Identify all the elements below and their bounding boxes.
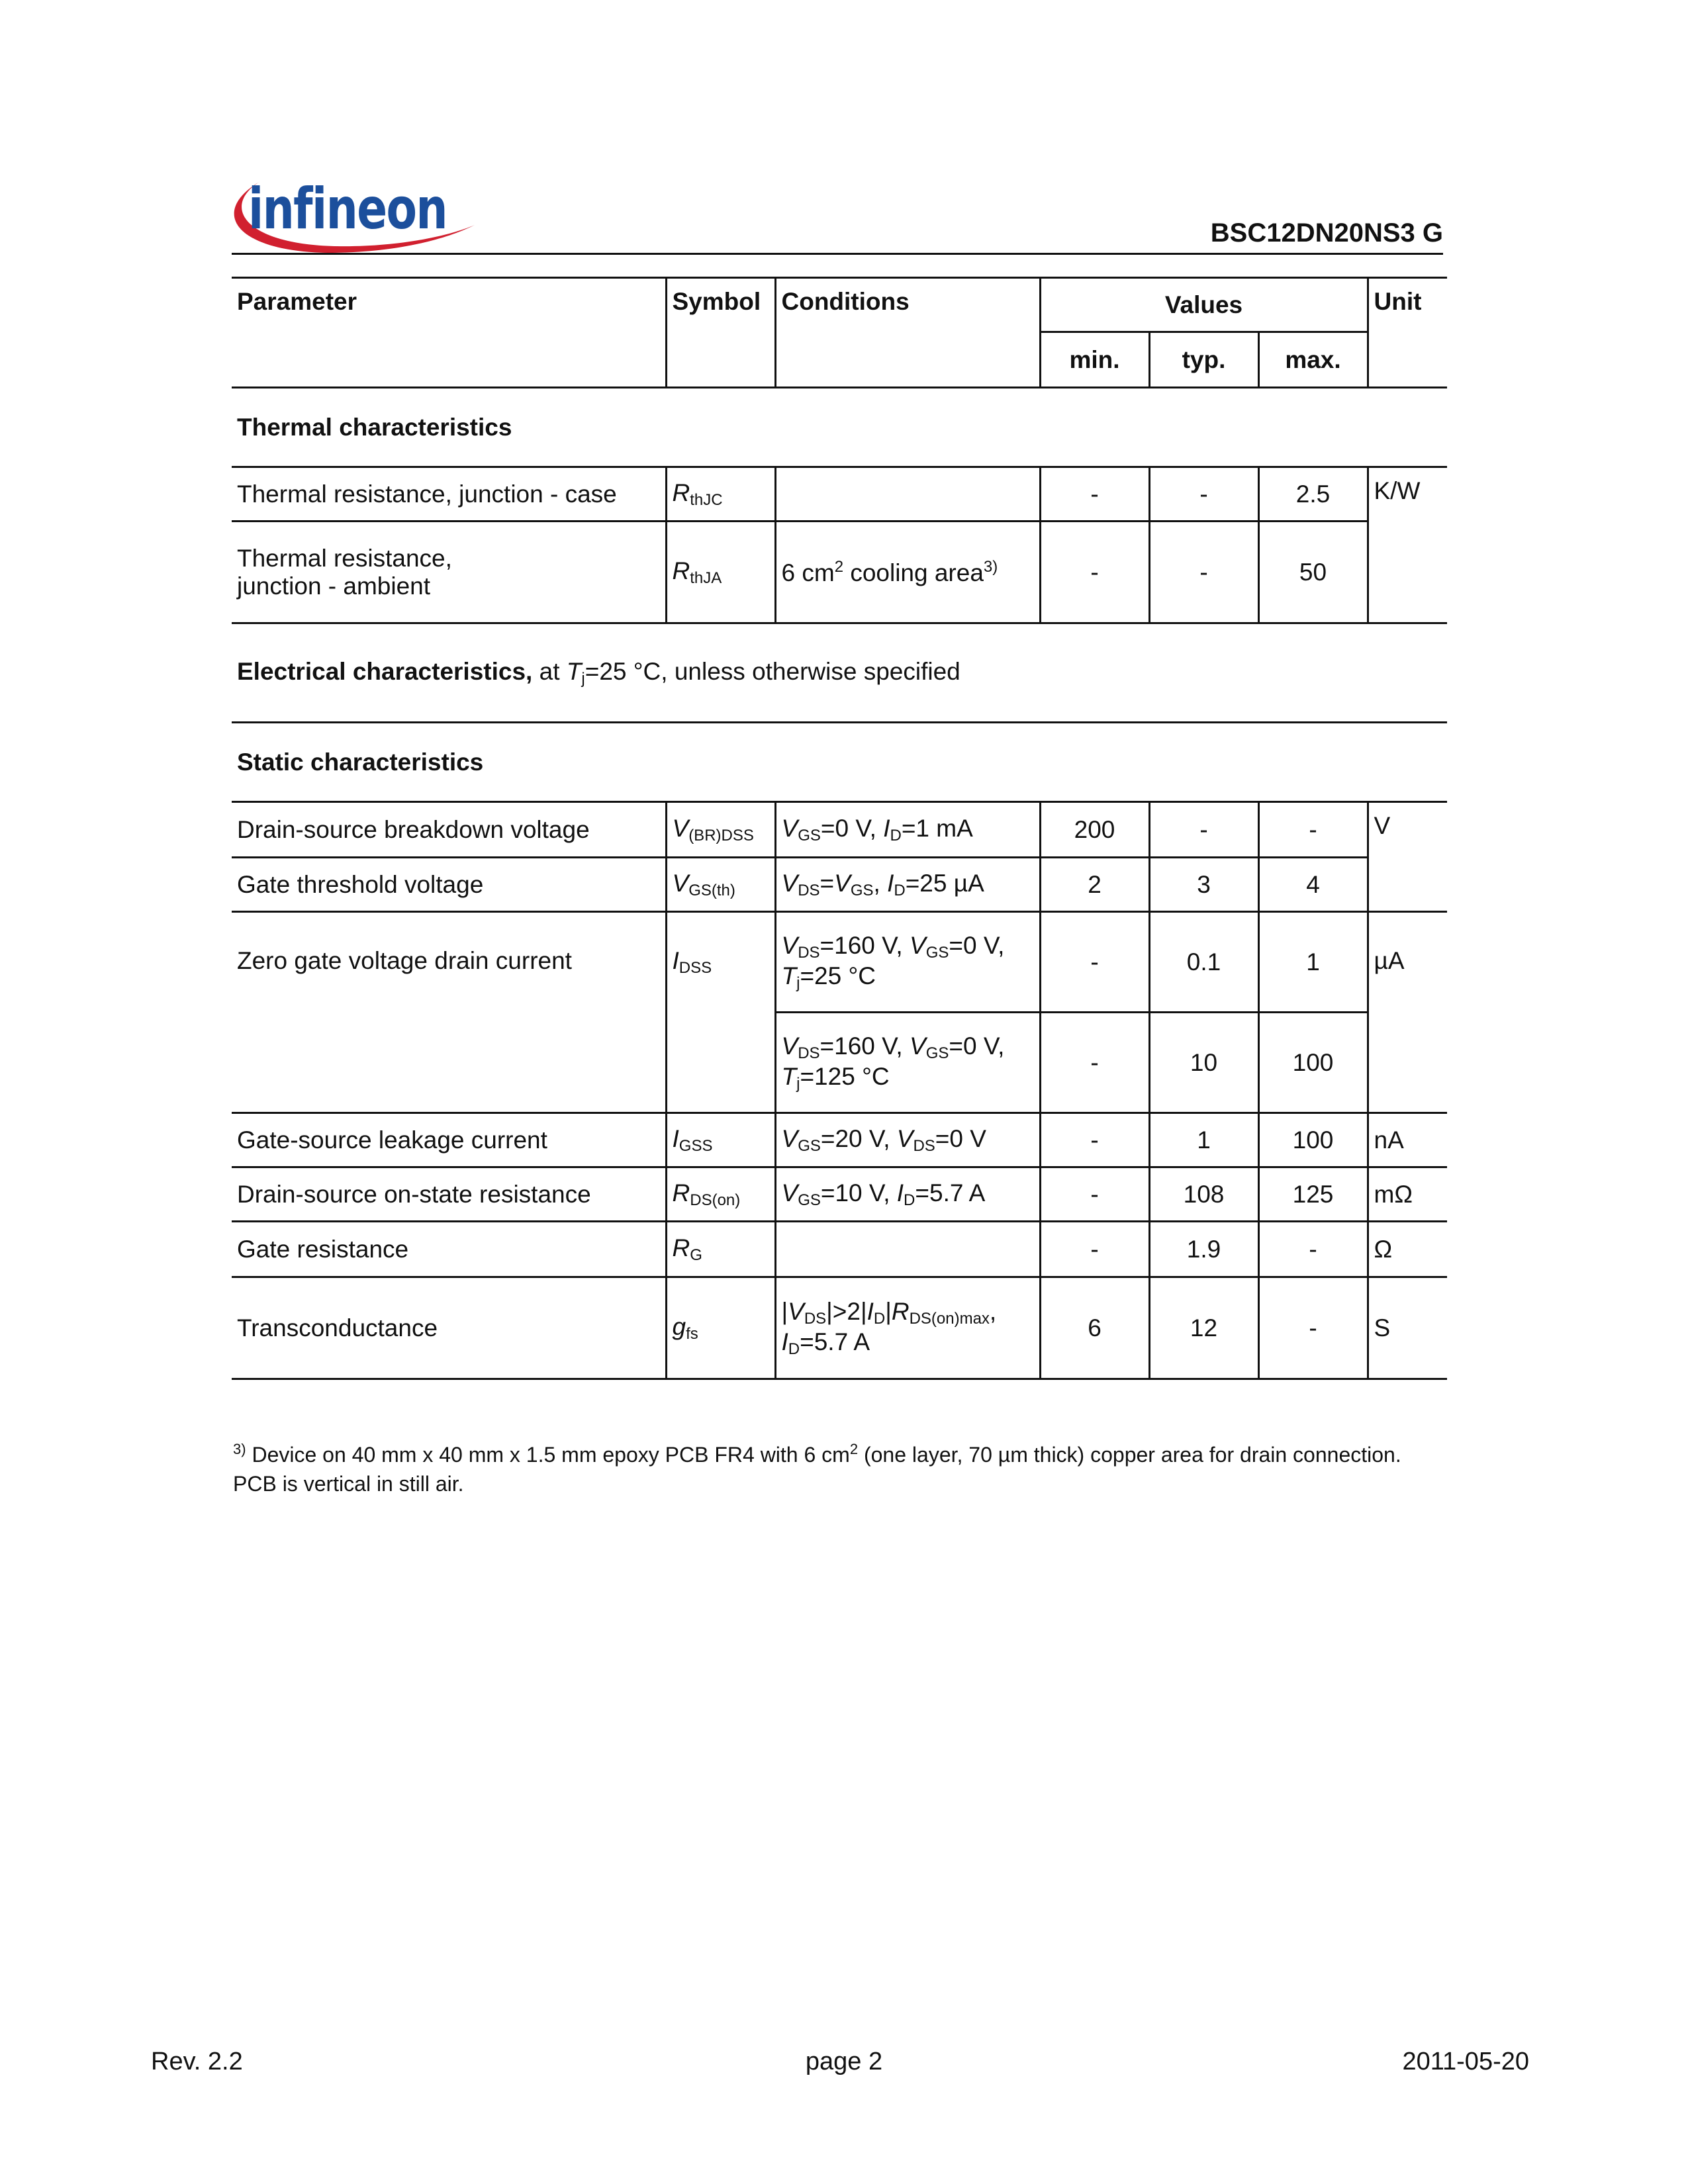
- conditions-cell: $V_{GS}=10$ V, $I_D=5.7$ A: [775, 1167, 1040, 1222]
- param-cell: Zero gate voltage drain current: [232, 912, 666, 1113]
- table-header-row: [232, 278, 1447, 332]
- symbol-cell: $I_{GSS}$: [666, 1113, 775, 1167]
- param-cell: Gate threshold voltage: [232, 858, 666, 912]
- section-row: [232, 623, 1447, 723]
- table-row: [232, 467, 1447, 522]
- unit-cell: V: [1368, 802, 1447, 912]
- header-conditions: Conditions: [775, 278, 1040, 388]
- typ-cell: -: [1149, 522, 1258, 623]
- max-cell: 100: [1258, 1013, 1368, 1113]
- param-cell: Transconductance: [232, 1277, 666, 1379]
- section-row: [232, 388, 1447, 467]
- min-cell: 200: [1040, 802, 1149, 858]
- header-typ: typ.: [1149, 332, 1258, 388]
- conditions-cell: $|V_{DS}|>2|I_D|R_{DS(on)max}$, $I_D=5.7$ A: [775, 1277, 1040, 1379]
- max-cell: 125: [1258, 1167, 1368, 1222]
- characteristics-table: [232, 277, 1447, 1380]
- param-cell: Drain-source breakdown voltage: [232, 802, 666, 858]
- section-title-static: Static characteristics: [237, 748, 484, 776]
- min-cell: 2: [1040, 858, 1149, 912]
- min-cell: -: [1040, 1222, 1149, 1277]
- conditions-cell: $V_{DS}=V_{GS}$, $I_D=25$ µA: [775, 858, 1040, 912]
- section-row: [232, 723, 1447, 802]
- max-cell: 1: [1258, 912, 1368, 1013]
- unit-cell: K/W: [1368, 467, 1447, 623]
- section-title-thermal: Thermal characteristics: [237, 413, 512, 441]
- typ-cell: 1.9: [1149, 1222, 1258, 1277]
- min-cell: -: [1040, 912, 1149, 1013]
- typ-cell: -: [1149, 802, 1258, 858]
- unit-cell: nA: [1368, 1113, 1447, 1167]
- max-cell: 50: [1258, 522, 1368, 623]
- table-row: [232, 858, 1447, 912]
- footnote: $^{3)}$ Device on 40 mm x 40 mm x 1.5 mm epoxy PCB FR4 with 6 $cm^2$ (one layer, 70 µm thick) copper area for drain connection. PCB is vertical in still air.: [233, 1441, 1401, 1496]
- table-row: [232, 802, 1447, 858]
- symbol-cell: $R_{thJC}$: [666, 467, 775, 522]
- header-min: min.: [1040, 332, 1149, 388]
- min-cell: -: [1040, 1113, 1149, 1167]
- footnote-ref: 3): [983, 557, 998, 576]
- max-cell: 4: [1258, 858, 1368, 912]
- min-cell: -: [1040, 1167, 1149, 1222]
- typ-cell: 12: [1149, 1277, 1258, 1379]
- table-row: [232, 912, 1447, 1013]
- conditions-cell: 6 $cm^2$ cooling area$^{3)}$: [775, 522, 1040, 623]
- symbol-cell: $V_{GS(th)}$: [666, 858, 775, 912]
- max-cell: -: [1258, 802, 1368, 858]
- part-number: BSC12DN20NS3 G: [1210, 218, 1443, 248]
- unit-cell: µA: [1368, 912, 1447, 1113]
- param-cell: Gate resistance: [232, 1222, 666, 1277]
- header-divider: [232, 253, 1443, 255]
- typ-cell: 0.1: [1149, 912, 1258, 1013]
- conditions-cell: [775, 1222, 1040, 1277]
- table-row: [232, 1222, 1447, 1277]
- table-row: [232, 1277, 1447, 1379]
- max-cell: -: [1258, 1277, 1368, 1379]
- header-parameter: Parameter: [232, 278, 666, 388]
- symbol-cell: $I_{DSS}$: [666, 912, 775, 1113]
- typ-cell: 1: [1149, 1113, 1258, 1167]
- table-row: [232, 1167, 1447, 1222]
- conditions-cell: [775, 467, 1040, 522]
- footer-date: 2011-05-20: [1402, 2048, 1529, 2075]
- param-cell: Gate-source leakage current: [232, 1113, 666, 1167]
- min-cell: -: [1040, 467, 1149, 522]
- max-cell: 2.5: [1258, 467, 1368, 522]
- min-cell: 6: [1040, 1277, 1149, 1379]
- param-cell: Drain-source on-state resistance: [232, 1167, 666, 1222]
- typ-cell: 10: [1149, 1013, 1258, 1113]
- conditions-cell: $V_{DS}=160$ V, $V_{GS}=0$ V, $T_j=125$ °C: [775, 1013, 1040, 1113]
- unit-cell: S: [1368, 1277, 1447, 1379]
- conditions-cell: $V_{GS}=20$ V, $V_{DS}=0$ V: [775, 1113, 1040, 1167]
- typ-cell: 108: [1149, 1167, 1258, 1222]
- footer-revision: Rev. 2.2: [151, 2048, 243, 2075]
- table-row: [232, 522, 1447, 623]
- header-unit: Unit: [1368, 278, 1447, 388]
- header-values: Values: [1040, 278, 1368, 332]
- unit-cell: Ω: [1368, 1222, 1447, 1277]
- footer-page-number: page 2: [805, 2048, 883, 2075]
- logo-wordmark: infineon: [248, 176, 447, 242]
- header-max: max.: [1258, 332, 1368, 388]
- typ-cell: 3: [1149, 858, 1258, 912]
- symbol-cell: $R_G$: [666, 1222, 775, 1277]
- infineon-logo: [228, 159, 480, 258]
- electrical-heading: Electrical characteristics, at $T_j=25$ °C, unless otherwise specified: [232, 623, 1447, 723]
- footnote-mark: 3): [233, 1441, 246, 1457]
- conditions-cell: $V_{DS}=160$ V, $V_{GS}=0$ V, $T_j=25$ °C: [775, 912, 1040, 1013]
- table-row: [232, 1113, 1447, 1167]
- param-cell: Thermal resistance, junction - case: [232, 467, 666, 522]
- typ-cell: -: [1149, 467, 1258, 522]
- param-cell: Thermal resistance, junction - ambient: [232, 522, 666, 623]
- min-cell: -: [1040, 1013, 1149, 1113]
- symbol-cell: $R_{DS(on)}$: [666, 1167, 775, 1222]
- conditions-cell: $V_{GS}=0$ V, $I_D=1$ mA: [775, 802, 1040, 858]
- symbol-cell: $V_{(BR)DSS}$: [666, 802, 775, 858]
- symbol-cell: $R_{thJA}$: [666, 522, 775, 623]
- symbol-cell: $g_{fs}$: [666, 1277, 775, 1379]
- min-cell: -: [1040, 522, 1149, 623]
- max-cell: 100: [1258, 1113, 1368, 1167]
- header-symbol: Symbol: [666, 278, 775, 388]
- unit-cell: mΩ: [1368, 1167, 1447, 1222]
- max-cell: -: [1258, 1222, 1368, 1277]
